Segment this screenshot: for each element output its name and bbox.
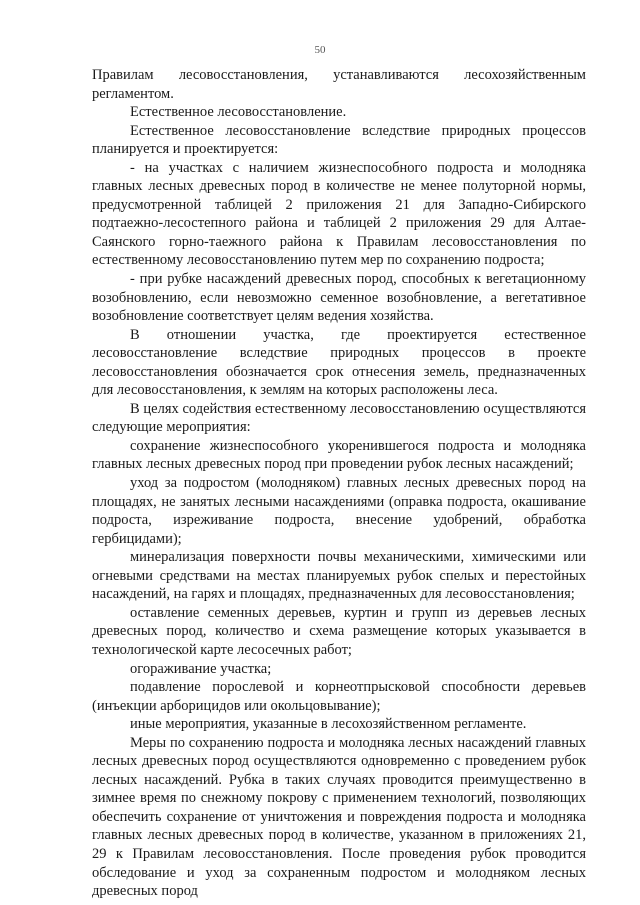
- body-text: [92, 66, 586, 901]
- paragraph: В отношении участка, где проектируется естественное лесовосстановление вследствие природных процессов в проекте лесовосстановления обозначается срок отнесения земель, предназначенных для лесовосстановления, к землям на которых расположены леса.: [92, 326, 586, 399]
- paragraph: - при рубке насаждений древесных пород, способных к вегетационному возобновлению, если невозможно семенное возобновление, а вегетативное возобновление соответствует целям ведения хозяйства.: [92, 271, 586, 325]
- paragraph: Естественное лесовосстановление вследствие природных процессов планируется и проектируется:: [92, 122, 586, 158]
- paragraph: В целях содействия естественному лесовосстановлению осуществляются следующие мероприятия:: [92, 400, 586, 436]
- paragraph: сохранение жизнеспособного укоренившегося подроста и молодняка главных лесных древесных пород при проведении рубок лесных насаждений;: [92, 437, 586, 473]
- paragraph: Меры по сохранению подроста и молодняка лесных насаждений главных лесных древесных пород осуществляются одновременно с проведением рубок лесных насаждений. Рубка в таких случаях проводится преимущественно в зимнее время по снежному покрову с применением технологий, позволяющих обеспечить сохранение от уничтожения и повреждения подроста и молодняка главных лесных древесных пород в количестве, указанном в приложениях 21, 29 к Правилам лесовосстановления. После проведения рубок проводится обследование и уход за сохраненным подростом и молодняком лесных древесных пород: [92, 734, 586, 900]
- paragraph: минерализация поверхности почвы механическими, химическими или огневыми средствами на местах планируемых рубок спелых и перестойных насаждений, на гарях и площадях, предназначенных для лесовосстановления;: [92, 549, 586, 603]
- paragraph: уход за подростом (молодняком) главных лесных древесных пород на площадях, не занятых лесными насаждениями (оправка подроста, окашивание подроста, изреживание подроста, внесение удобрений, обработка гербицидами);: [92, 475, 586, 547]
- paragraph: оставление семенных деревьев, куртин и групп из деревьев лесных древесных пород, количество и схема размещение которых указывается в технологической карте лесосечных работ;: [92, 604, 586, 658]
- paragraph: подавление порослевой и корнеотпрысковой способности деревьев (инъекции арборицидов или окольцовывание);: [92, 679, 586, 714]
- paragraph: Естественное лесовосстановление.: [130, 104, 347, 121]
- paragraph: огораживание участка;: [130, 660, 272, 677]
- paragraph: - на участках с наличием жизнеспособного подроста и молодняка главных лесных древесных пород в количестве не менее полуторной нормы, предусмотренной таблицей 2 приложения 21 для Западно-Сибирского подтаежно-лесостепного района и таблицей 2 приложения 29 для Алтае-Саянского горно-таежного района к Правилам лесовосстановления по естественному лесовосстановлению путем мер по сохранению подроста;: [92, 159, 586, 269]
- page-number: 50: [314, 44, 326, 56]
- paragraph: иные мероприятия, указанные в лесохозяйственном регламенте.: [130, 716, 527, 733]
- paragraph: Правилам лесовосстановления, устанавливаются лесохозяйственным регламентом.: [92, 67, 586, 102]
